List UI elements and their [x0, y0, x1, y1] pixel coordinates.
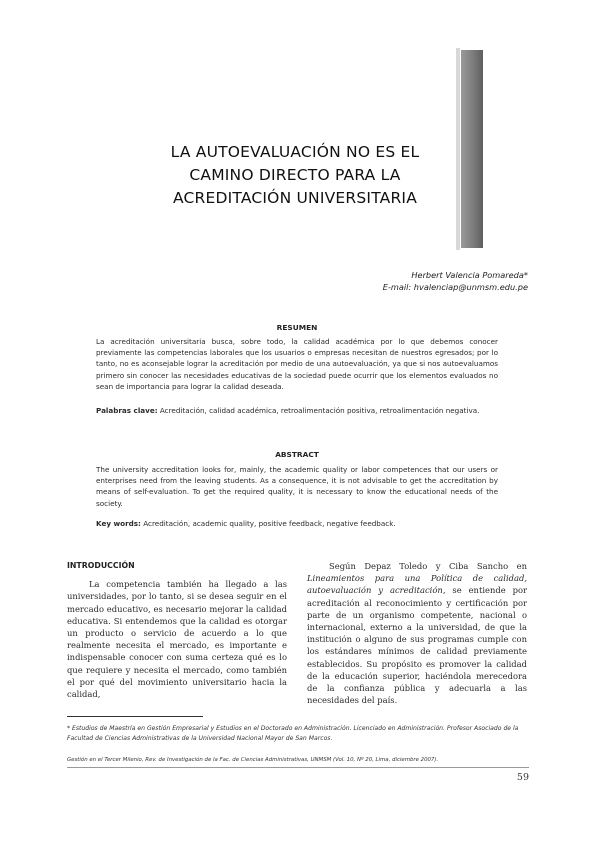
- title-line-2: CAMINO DIRECTO PARA LA: [189, 166, 401, 184]
- right-text-pre: Según Depaz Toledo y Ciba Sancho en: [329, 561, 527, 571]
- abstract-heading: ABSTRACT: [275, 450, 319, 459]
- resumen-heading: RESUMEN: [276, 323, 318, 332]
- keywords-label: Palabras clave:: [96, 406, 158, 415]
- journal-citation: Gestión en el Tercer Milenio, Rev. de Investigación de la Fac. de Ciencias Administrativas, UNMSM (Vol. 10, Nº 20, Lima, diciembre 2007).: [67, 757, 439, 763]
- keywords-label: Key words:: [96, 519, 141, 528]
- right-text-post: , se entiende por acreditación al reconocimiento y certificación por parte de un organismo competente, nacional o internacional, externo a la universidad, de que la institución o alguno de sus programas cumple con los estándares mínimos de calidad previamente establecidos. Su propósito es promover la calidad de la educación superior, haciéndola merecedora de la confianza pública y adecuarla a las necesidades del país.: [307, 585, 528, 706]
- keywords-text: Acreditación, academic quality, positive feedback, negative feedback.: [143, 519, 396, 528]
- author-name: Herbert Valencia Pomareda*: [411, 270, 528, 280]
- author-block: [383, 269, 528, 293]
- intro-paragraph-left: La competencia también ha llegado a las universidades, por lo tanto, si se desea seguir en el mercado educativo, es necesario mejorar la calidad educativa. Si entendemos que la calidad es otorgar un producto o servicio de acuerdo a lo que realmente necesita el mercado, es importante e indispensable conocer con suma certeza qué es lo que requiere y necesita el mercado, como también el por qué del movimiento universitario hacia la calidad,: [67, 579, 287, 700]
- footnote: [67, 724, 529, 743]
- article-title: [150, 141, 440, 210]
- keywords-text: Acreditación, calidad académica, retroalimentación positiva, retroalimentación negativa.: [159, 406, 480, 415]
- abstract-keywords: [96, 518, 498, 529]
- intro-heading: INTRODUCCIÓN: [67, 561, 135, 570]
- resumen-keywords: [96, 405, 498, 416]
- right-text-italic: Lineamientos para una Política de calidad, autoevaluación y acreditación: [307, 573, 527, 596]
- footnote-divider: [67, 716, 203, 717]
- footnote-text: Estudios de Maestría en Gestión Empresarial y Estudios en el Doctorado en Administración. Licenciado en Administración. Profesor Asociado de la Facultad de Ciencias Administrativas de la Universidad Nacional Mayor de San Marcos.: [67, 725, 519, 742]
- column-right: [307, 560, 527, 706]
- decorative-gray-bar: [461, 50, 483, 248]
- title-line-1: LA AUTOEVALUACIÓN NO ES EL: [170, 143, 420, 161]
- resumen-body: La acreditación universitaria busca, sobre todo, la calidad académica por lo que debemos conocer previamente las competencias laborales que los usuarios o empresas necesitan de nuestros egresados; por lo tanto, no es aconsejable lograr la acreditación por medio de una autoevaluación, ya que si nos autoevaluamos primero sin conocer las necesidades educativas de la sociedad puede ocurrir que los elementos evaluados no sean de importancia para lograr la calidad deseada.: [96, 337, 498, 391]
- page-number: 59: [516, 772, 529, 783]
- intro-paragraph-right: [307, 560, 527, 706]
- title-line-3: ACREDITACIÓN UNIVERSITARIA: [172, 189, 418, 207]
- abstract-body: The university accreditation looks for, mainly, the academic quality or labor competences that our users or enterprises need from the leaving students. As a consequence, it is not advisable to get the accreditation by means of self-evaluation. To get the required quality, it is necessary to know the educational needs of the society.: [96, 465, 498, 508]
- footer-divider: [67, 767, 529, 768]
- column-left: [67, 560, 287, 700]
- footnote-marker: *: [67, 725, 71, 732]
- author-email[interactable]: E-mail: hvalenciap@unmsm.edu.pe: [382, 282, 528, 292]
- decorative-bar-shadow: [456, 48, 460, 250]
